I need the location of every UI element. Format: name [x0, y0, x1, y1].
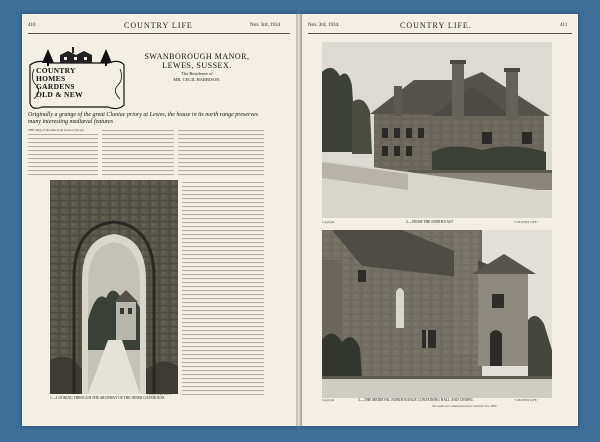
photo-north-range-caption: 3.—THE MEDIEVAL NORTH RANGE CONTAINING HALL AND CHAPEL	[358, 398, 474, 402]
right-running-head: COUNTRY LIFE.	[400, 21, 472, 30]
series-banner-text	[36, 67, 96, 99]
photo-north-range-subcaption: The walls were raised and a floor inserted circa 1800	[432, 404, 497, 408]
photo-north-east-caption: 2.—FROM THE NORTH EAST	[406, 220, 454, 224]
body-text-col-1	[28, 134, 98, 176]
photo-north-range-copyright: Copyright	[322, 398, 335, 402]
body-text-start: THE valley of the Ouse from Lewes to the sea	[28, 128, 84, 132]
article-title-block	[132, 52, 262, 82]
left-date: Nov. 3rd, 1934	[250, 23, 280, 28]
photo-archway-credit: "COUNTRY LIFE."	[148, 392, 173, 396]
photo-north-range	[322, 230, 552, 398]
article-intro: Originally a grange of the great Cluniac priory at Lewes, the house in its north range preserves many interesting mediæval features	[28, 112, 259, 125]
photo-archway-caption: 1.—LOOKING THROUGH THE ARCHWAY OF THE INNER GATEHOUSE	[50, 396, 165, 400]
article-location: LEWES, SUSSEX.	[162, 61, 232, 70]
right-date: Nov. 3rd, 1934.	[308, 23, 340, 28]
banner-line-4: OLD & NEW	[36, 90, 83, 99]
body-text-col-3	[178, 130, 264, 176]
left-page-number: 410	[28, 23, 36, 28]
banner-line-1: COUNTRY	[36, 66, 76, 75]
photo-archway	[50, 180, 178, 394]
photo-north-east-credit: "COUNTRY LIFE."	[514, 220, 539, 224]
right-page-number: 411	[560, 23, 568, 28]
owner-name: MR. CECIL HARRISON.	[173, 77, 221, 82]
header-rule	[28, 33, 290, 34]
banner-line-3: GARDENS	[36, 82, 75, 91]
banner-line-2: HOMES	[36, 74, 66, 83]
photo-north-east-copyright: Copyright	[322, 220, 335, 224]
right-page	[302, 14, 578, 426]
left-running-head: COUNTRY LIFE	[124, 21, 193, 30]
article-title: SWANBOROUGH MANOR,	[144, 52, 250, 61]
body-text-col-3-lower	[182, 182, 264, 396]
header-rule-right	[308, 33, 572, 34]
photo-north-east	[322, 42, 552, 218]
body-text-col-2	[102, 130, 174, 176]
photo-north-range-credit: "COUNTRY LIFE."	[514, 398, 539, 402]
residence-line: The Residence of	[181, 71, 213, 76]
